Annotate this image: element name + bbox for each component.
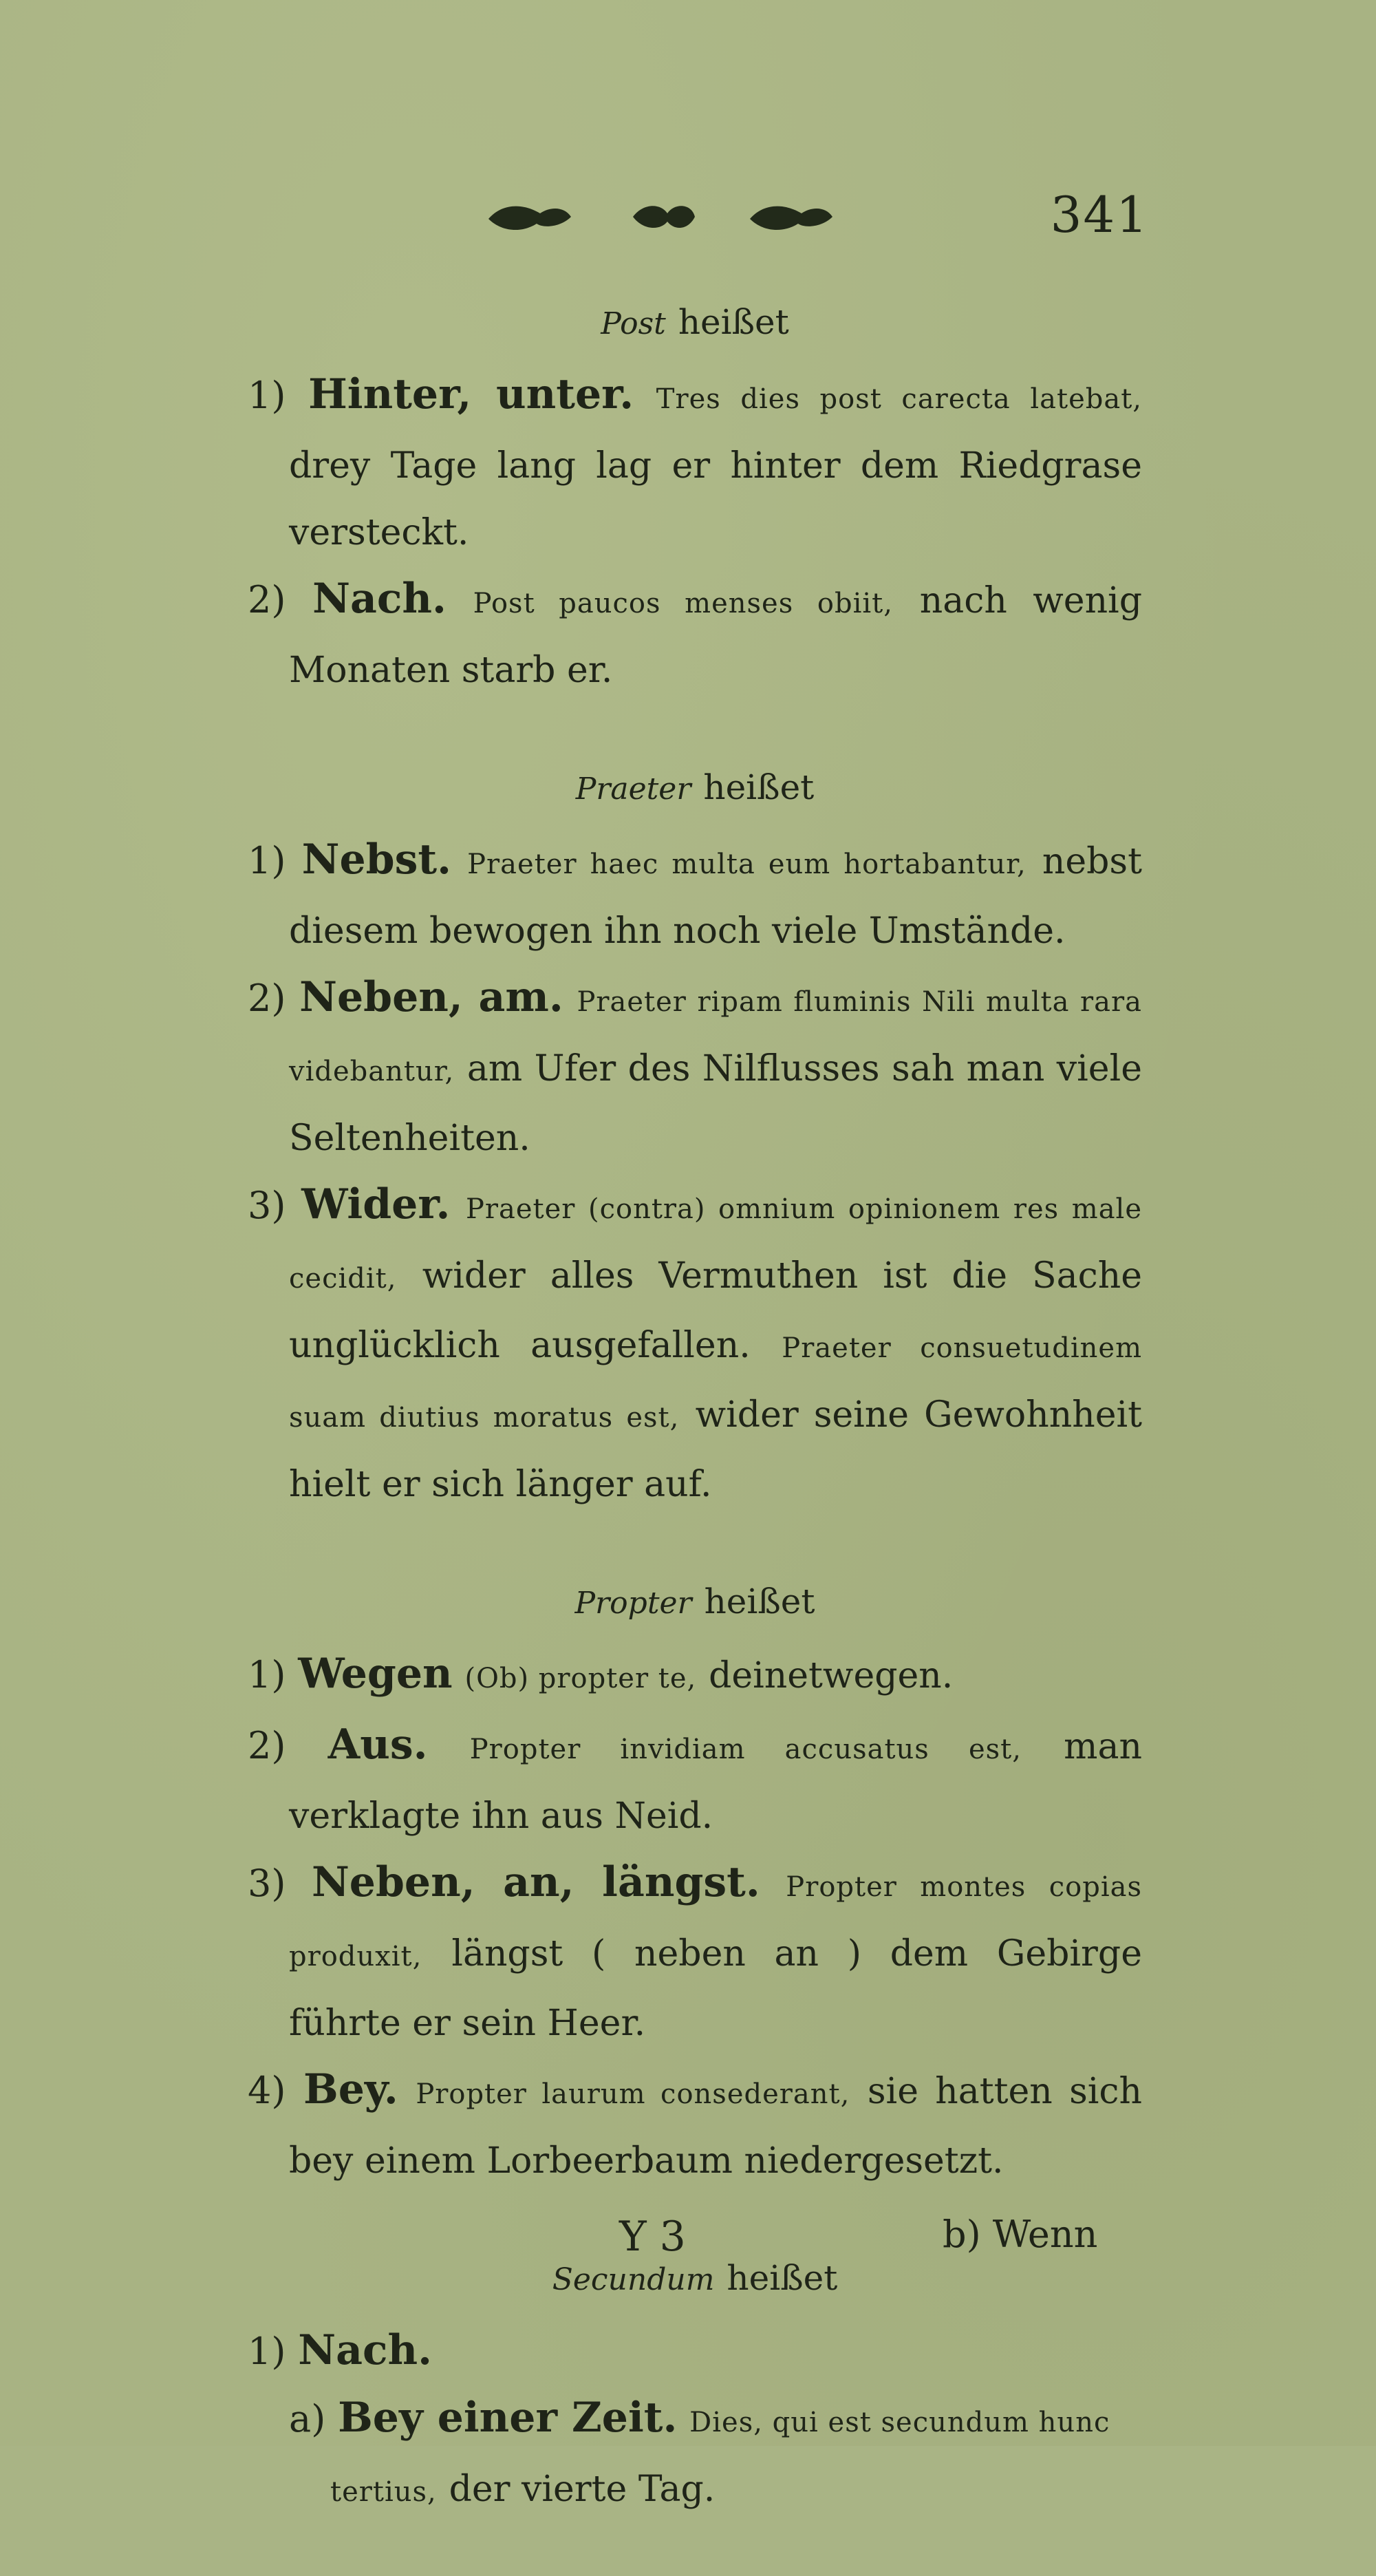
entry-keyword: Nach. xyxy=(312,575,447,623)
heading-latin: Praeter xyxy=(575,771,691,807)
page-footer xyxy=(0,2213,1376,2275)
section-heading xyxy=(248,1568,1142,1637)
page-header xyxy=(0,186,1376,248)
sub-entry-letter: a) xyxy=(289,2397,326,2440)
section-praeter xyxy=(248,754,1142,1518)
entry-number: 1) xyxy=(248,1653,286,1696)
entry-keyword: Neben, am. xyxy=(299,973,563,1021)
section-secundum xyxy=(248,2245,1142,2525)
german-translation-2: wider seine Gewohnheit hielt er sich länger auf. xyxy=(289,1394,1142,1505)
entry-number: 3) xyxy=(248,1862,286,1905)
latin-example: Tres dies post carecta latebat, xyxy=(656,383,1142,415)
heading-latin: Secundum xyxy=(552,2262,715,2297)
latin-example: Praeter ripam fluminis Nili multa rara videbantur, xyxy=(289,986,1142,1087)
heading-latin: Propter xyxy=(574,1586,692,1621)
heading-verb: heißet xyxy=(703,767,815,807)
entry-keyword: Aus. xyxy=(327,1721,428,1769)
german-translation: wider alles Vermuthen ist die Sache unglücklich ausgefallen. xyxy=(289,1255,1143,1366)
entry-number: 2) xyxy=(248,977,286,1020)
section-post xyxy=(248,289,1142,703)
signature-mark: Y 3 xyxy=(619,2213,686,2261)
heading-verb: heißet xyxy=(727,2258,838,2298)
entry-number: 2) xyxy=(248,1724,286,1767)
entry-keyword: Nach. xyxy=(298,2326,433,2374)
german-translation: man verklagte ihn aus Neid. xyxy=(289,1726,1142,1837)
entry-keyword: Bey. xyxy=(303,2065,398,2114)
latin-example-2: Praeter consuetudinem suam diutius moratus est, xyxy=(289,1332,1142,1434)
entry xyxy=(248,1641,1142,1712)
section-propter xyxy=(248,1568,1142,2194)
entry xyxy=(248,1849,1142,2056)
entry xyxy=(248,1712,1142,1849)
entry-keyword: Wider. xyxy=(301,1180,451,1228)
entry xyxy=(248,361,1142,566)
latin-example: Praeter haec multa eum hortabantur, xyxy=(467,849,1026,880)
entry xyxy=(248,2317,1142,2385)
german-translation: nach wenig Monaten starb er. xyxy=(289,580,1142,691)
sub-entry xyxy=(248,2385,1142,2525)
latin-example: Propter laurum consederant, xyxy=(416,2078,850,2110)
german-translation: nebst diesem bewogen ihn noch viele Umstände. xyxy=(289,841,1142,952)
german-translation: der vierte Tag. xyxy=(449,2469,716,2510)
heading-latin: Post xyxy=(601,306,666,341)
entry-keyword: Nebst. xyxy=(301,835,451,884)
entry-number: 1) xyxy=(248,839,286,882)
section-heading xyxy=(248,754,1142,822)
entry-number: 4) xyxy=(248,2069,286,2112)
entry xyxy=(248,1171,1142,1518)
entry-keyword: Neben, an, längst. xyxy=(311,1858,760,1906)
german-translation: längst ( neben an ) dem Gebirge führte er sein Heer. xyxy=(289,1933,1142,2044)
entry xyxy=(248,2056,1142,2194)
entry-keyword: Hinter, unter. xyxy=(308,370,634,418)
entry-keyword: Wegen xyxy=(298,1650,453,1698)
entry xyxy=(248,566,1142,703)
german-translation: sie hatten sich bey einem Lorbeerbaum niedergesetzt. xyxy=(289,2071,1142,2182)
sub-entry-keyword: Bey einer Zeit. xyxy=(338,2394,678,2442)
latin-example: Post paucos menses obiit, xyxy=(473,588,893,619)
entry-number: 1) xyxy=(248,2330,286,2373)
heading-verb: heißet xyxy=(704,1582,815,1621)
entry-number: 3) xyxy=(248,1184,286,1227)
german-translation: am Ufer des Nilflusses sah man viele Seltenheiten. xyxy=(289,1048,1142,1159)
german-translation: deinetwegen. xyxy=(709,1655,954,1696)
section-heading xyxy=(248,289,1142,357)
latin-example: Propter montes copias produxit, xyxy=(289,1871,1142,1972)
latin-example: Propter invidiam accusatus est, xyxy=(469,1734,1022,1765)
page-number: 341 xyxy=(1050,186,1149,244)
entry xyxy=(248,964,1142,1171)
latin-example: Dies, qui est secundum hunc tertius, xyxy=(330,2407,1110,2508)
heading-verb: heißet xyxy=(678,302,789,342)
latin-example: Praeter (contra) omnium opinionem res male cecidit, xyxy=(289,1193,1143,1295)
latin-example: (Ob) propter te, xyxy=(464,1663,697,1694)
german-translation: drey Tage lang lag er hinter dem Riedgrase versteckt. xyxy=(289,445,1142,553)
entry-number: 2) xyxy=(248,578,286,621)
entry xyxy=(248,827,1142,964)
catchword: b) Wenn xyxy=(943,2213,1098,2256)
printer-ornament-icon xyxy=(475,193,846,241)
entry-number: 1) xyxy=(248,374,286,417)
